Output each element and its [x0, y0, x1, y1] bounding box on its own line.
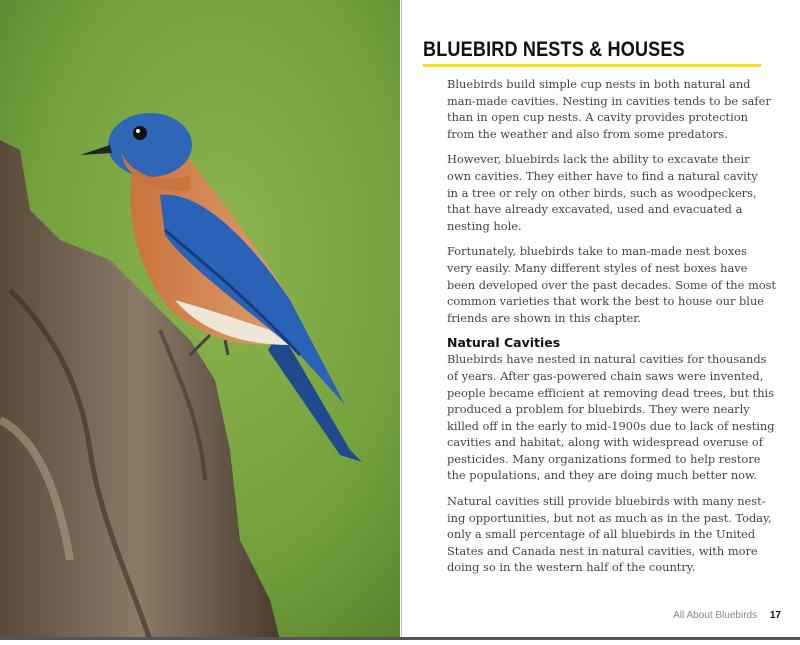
paragraph [447, 151, 767, 234]
text-line: doing so in the western half of the country. [447, 560, 696, 575]
heading-underline [423, 64, 761, 67]
text-line: pesticides. Many organizations formed to help restore [447, 451, 761, 466]
text-line: States and Canada nest in natural cavities, with more [447, 543, 758, 558]
text-line: from the weather and also from some predators. [447, 126, 728, 141]
text-line: the populations, and they are doing much better now. [447, 468, 758, 483]
bluebird-photo [0, 0, 400, 640]
paragraph [447, 493, 772, 576]
text-line: produced a problem for bluebirds. They were nearly [447, 402, 750, 417]
text-line: of years. After gas-powered chain saws were invented, [447, 368, 764, 383]
text-line: people became efficient at removing dead trees, but this [447, 385, 775, 400]
text-line: Bluebirds have nested in natural cavities for thousands [447, 352, 767, 367]
text-line: that have already excavated, used and evacuated a [447, 202, 743, 217]
text-line: own cavities. They either have to find a natural cavity [447, 168, 758, 183]
text-line: Natural cavities still provide bluebirds with many nest- [447, 494, 766, 509]
paragraph [447, 351, 775, 484]
page-title: BLUEBIRD NESTS & HOUSES [423, 38, 685, 61]
page-footer [673, 610, 781, 621]
section-subheading: Natural Cavities [447, 335, 561, 351]
text-line: Bluebirds build simple cup nests in both natural and [447, 77, 751, 91]
text-line: common varieties that work the best to house our blue [447, 294, 765, 309]
text-line: in a tree or rely on other birds, such as woodpeckers, [447, 185, 757, 200]
text-line: man-made cavities. Nesting in cavities tends to be safer [447, 93, 771, 108]
text-line: However, bluebirds lack the ability to excavate their [447, 152, 750, 167]
paragraph [447, 76, 771, 142]
page-number: 17 [769, 610, 781, 621]
paragraph [447, 243, 777, 326]
text-line: friends are shown in this chapter. [447, 310, 642, 325]
text-line: been developed over the past decades. Some of the most [447, 277, 777, 292]
text-line: cavities and habitat, along with widespread overuse of [447, 435, 763, 450]
text-page [401, 0, 800, 640]
article-body [447, 76, 777, 585]
text-line: ing opportunities, but not as much as in the past. Today, [447, 510, 772, 525]
text-line: very easily. Many different styles of nest boxes have [447, 260, 748, 275]
text-line: Fortunately, bluebirds take to man-made nest boxes [447, 244, 747, 259]
text-line: only a small percentage of all bluebirds in the United [447, 527, 756, 542]
book-title: All About Bluebirds [673, 610, 758, 621]
text-line: nesting hole. [447, 218, 522, 233]
text-line: killed off in the early to mid-1900s due to lack of nesting [447, 418, 775, 433]
text-line: than in open cup nests. A cavity provides protection [447, 110, 748, 125]
